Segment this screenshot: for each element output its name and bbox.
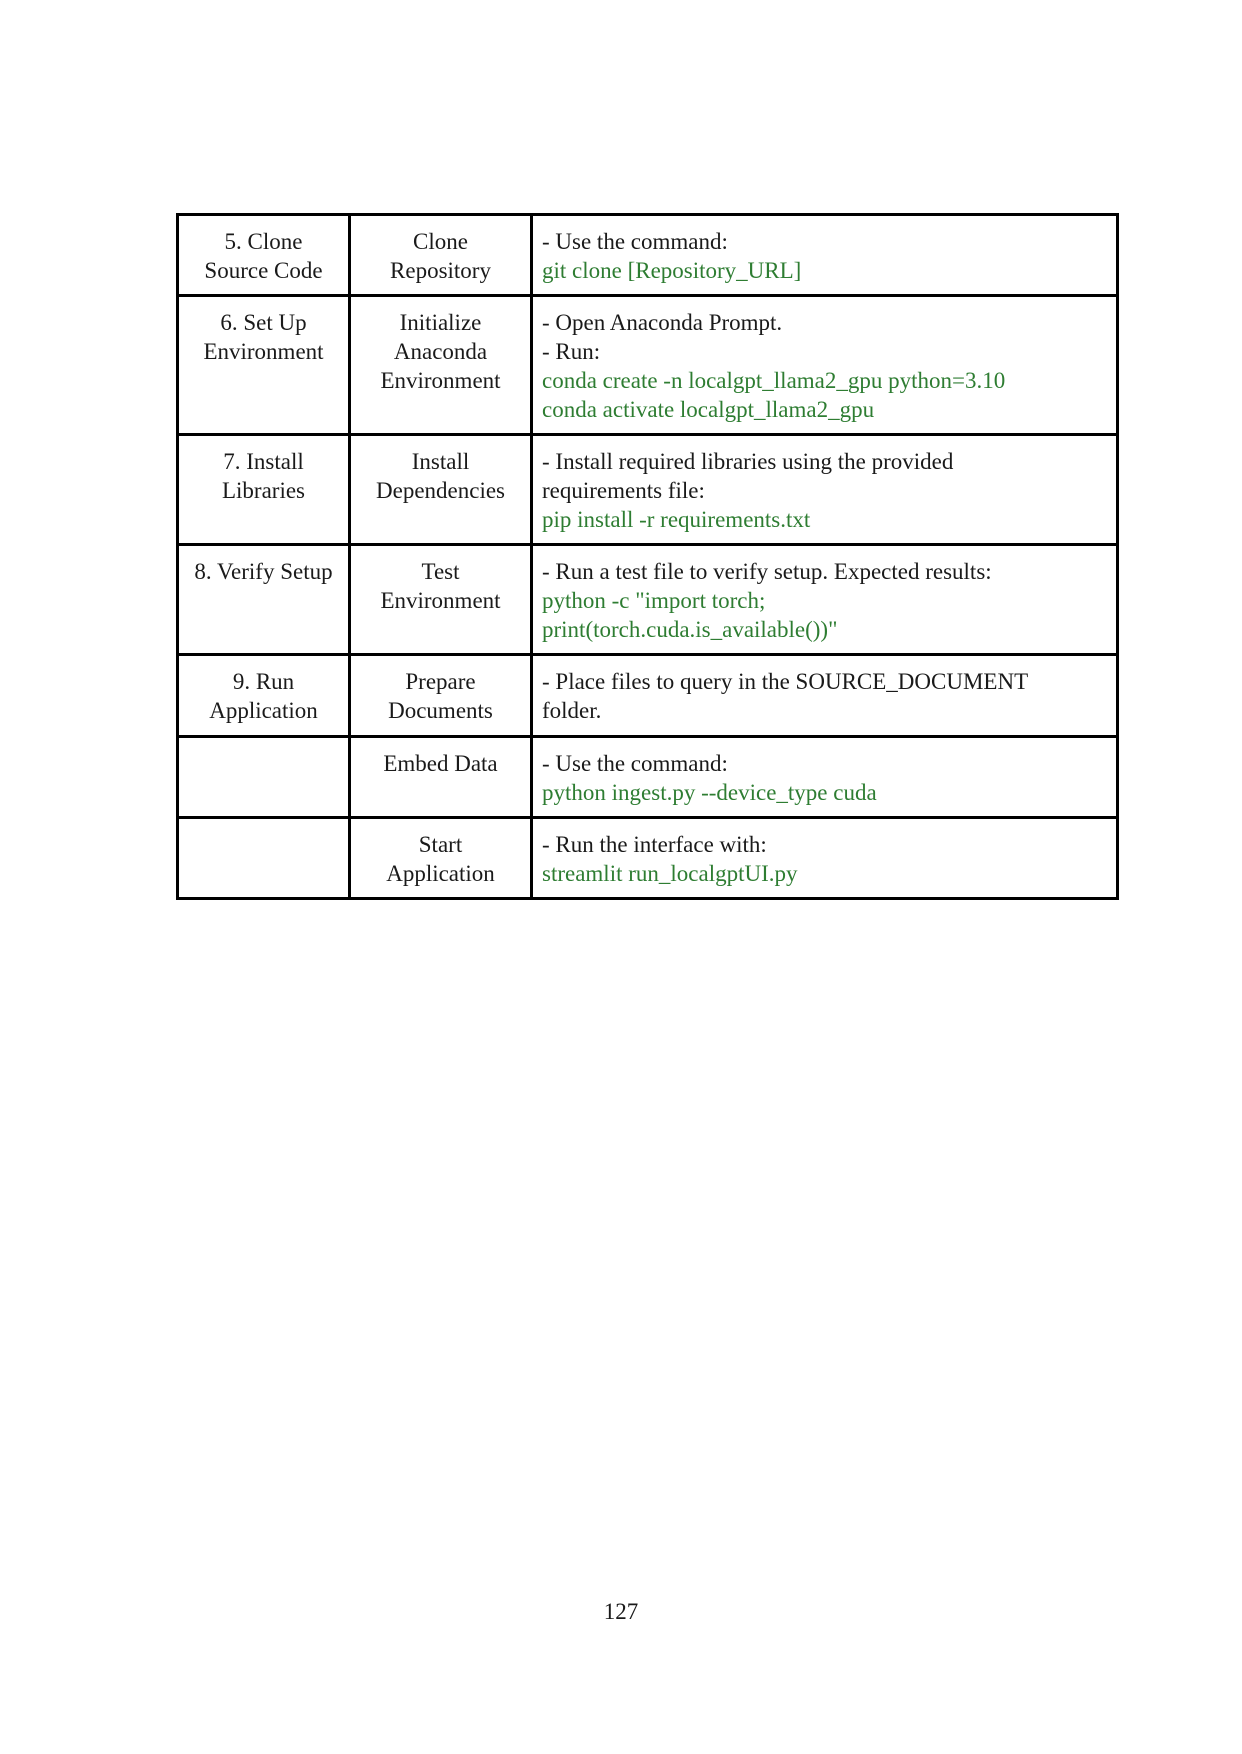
instruction-line: - Run the interface with: (542, 832, 767, 857)
task-cell (350, 737, 532, 818)
step-label-line: 6. Set Up (220, 310, 307, 335)
task-label-line: Repository (390, 258, 491, 283)
command-line: conda activate localgpt_llama2_gpu (542, 397, 875, 422)
step-label-line: Environment (203, 339, 324, 364)
step-cell (178, 655, 350, 737)
task-cell (350, 215, 532, 296)
instruction-line: - Use the command: (542, 229, 728, 254)
task-cell (350, 296, 532, 435)
command-line: print(torch.cuda.is_available())" (542, 617, 838, 642)
task-label-line: Install (411, 449, 470, 474)
step-label-line: 8. Verify Setup (194, 559, 333, 584)
step-label-line: 5. Clone (224, 229, 303, 254)
step-cell (178, 435, 350, 545)
step-cell (178, 545, 350, 655)
instruction-line: requirements file: (542, 478, 705, 503)
instruction-line: - Install required libraries using the provided (542, 449, 954, 474)
task-label-line: Documents (388, 698, 493, 723)
table-row (178, 435, 1118, 545)
detail-cell (532, 737, 1118, 818)
detail-cell (532, 655, 1118, 737)
command-line: git clone [Repository_URL] (542, 258, 802, 283)
table-row (178, 545, 1118, 655)
task-cell (350, 545, 532, 655)
instruction-line: - Place files to query in the SOURCE_DOCUMENT (542, 669, 1029, 694)
step-cell (178, 215, 350, 296)
task-label-line: Start (418, 832, 463, 857)
command-line: python ingest.py --device_type cuda (542, 780, 877, 805)
setup-steps-table-body (178, 215, 1118, 899)
step-label-line: Source Code (204, 258, 323, 283)
task-label-line: Test (421, 559, 460, 584)
page-number: 127 (603, 1599, 639, 1624)
command-line: streamlit run_localgptUI.py (542, 861, 798, 886)
detail-cell (532, 296, 1118, 435)
instruction-line: - Run a test file to verify setup. Expected results: (542, 559, 992, 584)
task-label-line: Initialize (399, 310, 482, 335)
detail-cell (532, 545, 1118, 655)
task-cell (350, 435, 532, 545)
detail-cell (532, 215, 1118, 296)
table-row (178, 655, 1118, 737)
task-label-line: Dependencies (376, 478, 505, 503)
step-label-line: 7. Install (223, 449, 304, 474)
task-label-line: Application (386, 861, 495, 886)
task-label-line: Environment (380, 588, 501, 613)
setup-steps-table (176, 213, 1119, 900)
table-row (178, 215, 1118, 296)
step-cell (178, 737, 350, 818)
step-label-line: 9. Run (232, 669, 295, 694)
detail-cell (532, 435, 1118, 545)
task-cell (350, 818, 532, 899)
instruction-line: - Open Anaconda Prompt. (542, 310, 783, 335)
step-cell (178, 818, 350, 899)
task-label-line: Embed Data (383, 751, 498, 776)
table-row (178, 737, 1118, 818)
table-row (178, 818, 1118, 899)
command-line: conda create -n localgpt_llama2_gpu python=3.10 (542, 368, 1006, 393)
task-label-line: Prepare (405, 669, 476, 694)
step-label-line: Libraries (221, 478, 305, 503)
command-line: pip install -r requirements.txt (542, 507, 811, 532)
table-row (178, 296, 1118, 435)
instruction-line: folder. (542, 698, 602, 723)
instruction-line: - Run: (542, 339, 601, 364)
detail-cell (532, 818, 1118, 899)
task-cell (350, 655, 532, 737)
step-cell (178, 296, 350, 435)
command-line: python -c "import torch; (542, 588, 766, 613)
step-label-line: Application (209, 698, 318, 723)
task-label-line: Clone (413, 229, 468, 254)
instruction-line: - Use the command: (542, 751, 728, 776)
task-label-line: Environment (380, 368, 501, 393)
task-label-line: Anaconda (393, 339, 488, 364)
